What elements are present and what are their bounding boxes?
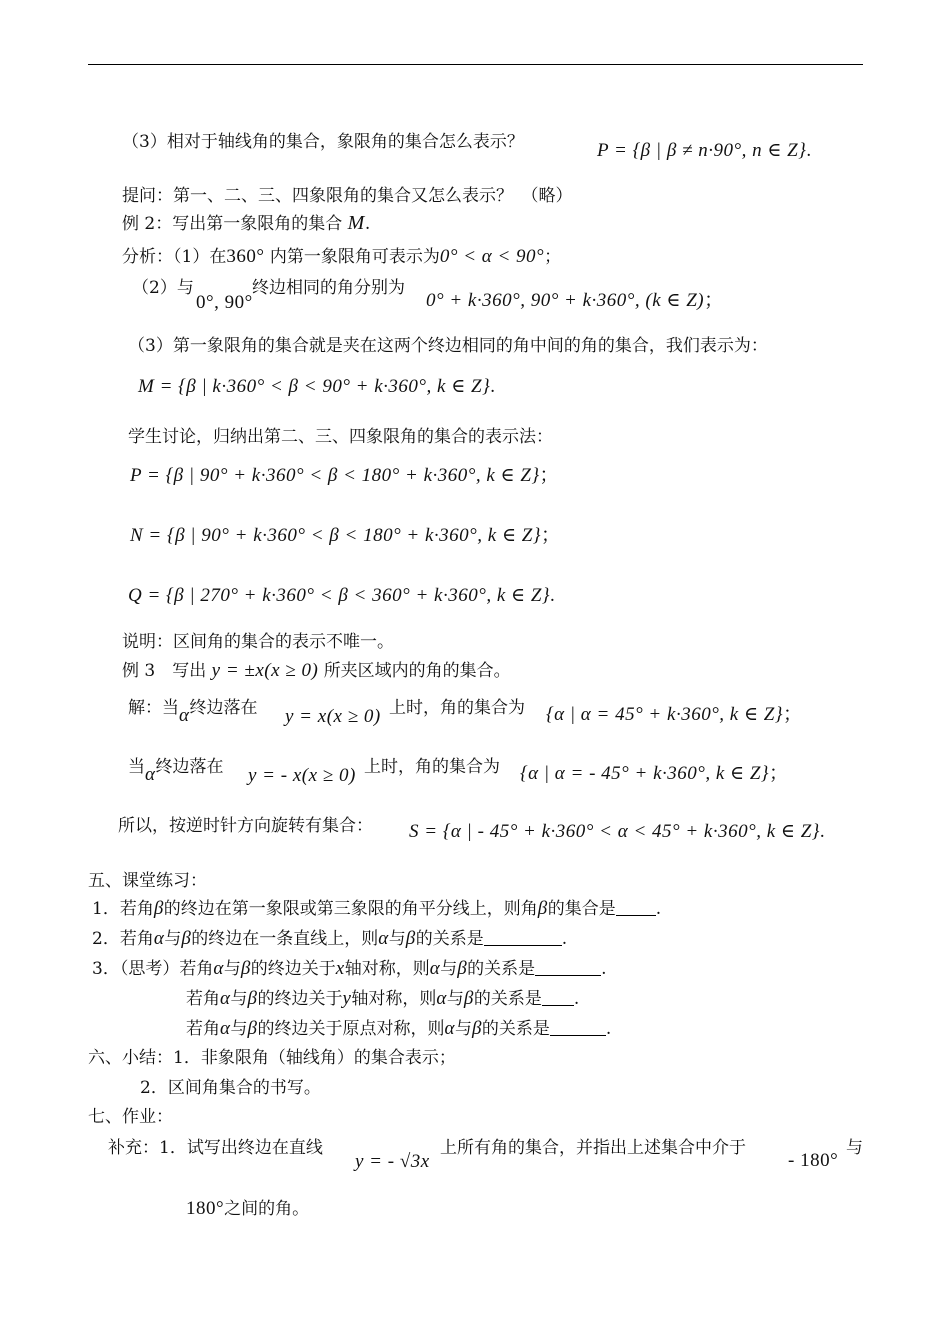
alpha-symbol: α (436, 988, 447, 1009)
question-3-text: （3）相对于轴线角的集合，象限角的集合怎么表示？ (122, 132, 524, 152)
solution-2-c (364, 756, 500, 778)
analysis-1-text-b: 内第一象限角可表示为 (269, 247, 440, 267)
note-text: 说明：区间角的集合的表示不唯一。 (122, 632, 394, 652)
line-y-neg-x (248, 765, 356, 787)
homework-1-text: 补充：1．试写出终边在直线 (108, 1138, 323, 1158)
solution-1-c (389, 697, 525, 719)
solution-2-text-b: 终边落在 (155, 757, 224, 777)
analysis-2-mid (252, 277, 405, 299)
formula-coterminal (426, 290, 724, 312)
question-3 (122, 131, 524, 153)
formula-M-text: M = {β | k·360° < β < 90° + k·360°, k ∈ Z} (138, 376, 491, 397)
practice-3 (92, 958, 607, 980)
formula-Q (128, 585, 555, 607)
x-axis-symbol: x (335, 958, 345, 979)
angles-0-90-text: 0°, 90° (196, 292, 253, 313)
question-ask-text: 提问：第一、二、三、四象限角的集合又怎么表示？ （略） (122, 186, 573, 206)
set-alpha-45-text: {α | α = 45° + k·360°, k ∈ Z} (546, 704, 783, 725)
punct: . (819, 821, 826, 842)
line-y-neg-x-text: y = - x(x ≥ 0) (248, 765, 356, 786)
analysis-3-text: （3）第一象限角的集合就是夹在这两个终边相同的角中间的角的集合，我们表示为： (128, 336, 768, 356)
punct: . (490, 376, 496, 397)
line-y-neg-sqrt3x-text: y = - √3x (355, 1151, 430, 1172)
alpha-symbol: α (378, 928, 389, 949)
solution-1-text: 解：当 (128, 698, 179, 718)
practice-3b-text-c: 的终边关于 (257, 989, 343, 1009)
section-5-heading (88, 870, 207, 892)
practice-3c-text-b: 与 (230, 1019, 248, 1039)
answer-blank[interactable] (550, 1019, 606, 1036)
homework-1-text-c: 与 (846, 1138, 863, 1158)
alpha-symbol: α (444, 1018, 455, 1039)
alpha-symbol: α (429, 958, 441, 979)
angle-180: 180° (186, 1198, 225, 1219)
formula-P-text: P = {β | 90° + k·360° < β < 180° + k·360°, k ∈ Z} (130, 465, 540, 486)
practice-2-text: 2．若角 (92, 929, 154, 949)
practice-2-text-c: 的终边在一条直线上，则 (191, 929, 379, 949)
formula-Q-text: Q = {β | 270° + k·360° < β < 360° + k·360°, k ∈ Z} (128, 585, 550, 606)
alpha-symbol: α (220, 1018, 231, 1039)
example-3 (122, 660, 511, 682)
set-S (409, 821, 825, 843)
punct: ； (539, 465, 560, 486)
practice-3c-text: 若角 (186, 1019, 220, 1039)
formula-y-pm-x: y = ±x(x ≥ 0) (211, 660, 319, 681)
practice-3b-text-e: 与 (446, 989, 464, 1009)
example-3-text-b: 所夹区域内的角的集合。 (323, 661, 511, 681)
practice-3-text-b: 与 (223, 959, 241, 979)
line-y-x (285, 706, 381, 728)
set-S-text: S = {α | - 45° + k·360° < α < 45° + k·360°, k ∈ Z} (409, 821, 820, 842)
solution-2 (128, 756, 224, 785)
homework-1-line-2 (186, 1198, 309, 1220)
punct: ； (782, 704, 803, 725)
analysis-3 (128, 335, 768, 357)
beta-symbol: β (463, 988, 474, 1009)
analysis-1-text: 分析：（1）在 (122, 247, 227, 267)
practice-2-text-e: 的关系是 (415, 929, 484, 949)
section-6-item-2 (140, 1077, 321, 1099)
practice-2 (92, 928, 567, 950)
question-ask (122, 185, 573, 207)
beta-symbol: β (537, 898, 548, 919)
solution-3-text: 所以，按逆时针方向旋转有集合： (118, 816, 373, 836)
set-alpha-neg45 (520, 763, 789, 785)
alpha-symbol: α (153, 928, 165, 949)
punct: ； (769, 763, 789, 784)
practice-3b-text-d: 轴对称，则 (351, 989, 437, 1009)
punct: ； (544, 247, 562, 267)
inequality-first-quadrant: 0° < α < 90° (439, 246, 545, 267)
practice-3b-text: 若角 (186, 989, 220, 1009)
practice-3-text-e: 与 (440, 959, 458, 979)
angle-neg-180 (788, 1150, 838, 1172)
header-rule (88, 64, 863, 65)
homework-1-text-b: 上所有角的集合，并指出上述集合中介于 (440, 1138, 746, 1158)
set-M-symbol: M (347, 212, 365, 234)
answer-blank[interactable] (484, 929, 562, 946)
homework-1-b (440, 1137, 746, 1159)
solution-1-text-b: 终边落在 (189, 698, 258, 718)
punct: . (550, 585, 556, 606)
solution-3 (118, 815, 373, 837)
solution-1 (128, 697, 258, 726)
homework-1-c (846, 1137, 863, 1159)
practice-3-text-d: 轴对称，则 (344, 959, 430, 979)
practice-1-text-c: 的集合是 (547, 899, 616, 919)
formula-coterminal-text: 0° + k·360°, 90° + k·360°, (k ∈ Z) (426, 290, 705, 311)
analysis-2-text: （2）与 (132, 278, 194, 298)
solution-2-text: 当 (128, 757, 145, 777)
practice-3c-text-c: 的终边关于原点对称，则 (257, 1019, 445, 1039)
set-alpha-45 (546, 704, 802, 726)
angle-360: 360° (226, 246, 265, 267)
alpha-symbol: α (213, 958, 224, 979)
alpha-symbol: α (220, 988, 231, 1009)
example-2-text: 例 2：写出第一象限角的集合 (122, 214, 343, 234)
practice-3b-text-f: 的关系是 (473, 989, 542, 1009)
alpha-symbol: α (179, 705, 190, 726)
solution-2-text-c: 上时，角的集合为 (364, 757, 500, 777)
section-5-text: 五、课堂练习： (88, 871, 207, 891)
practice-3-text-c: 的终边关于 (250, 959, 336, 979)
punct: . (655, 899, 662, 919)
section-7-text: 七、作业： (88, 1107, 173, 1127)
practice-3c (186, 1018, 611, 1040)
practice-1-text: 1．若角 (92, 899, 154, 919)
punct: . (561, 929, 568, 949)
section-6-text: 六、小结：1．非象限角（轴线角）的集合表示； (88, 1048, 456, 1068)
beta-symbol: β (471, 1018, 482, 1039)
example-3-text: 例 3 写出 (122, 661, 207, 681)
formula-P (130, 465, 559, 487)
punct: ； (704, 290, 724, 311)
analysis-2-text-b: 终边相同的角分别为 (252, 278, 405, 298)
practice-2-text-d: 与 (388, 929, 406, 949)
section-7-heading (88, 1106, 173, 1128)
punct: . (573, 989, 580, 1009)
formula-P-axis-text: P = {β | β ≠ n·90°, n ∈ Z} (597, 140, 807, 161)
formula-N-text: N = {β | 90° + k·360° < β < 180° + k·360°, k ∈ Z} (130, 525, 541, 546)
formula-N (130, 525, 560, 547)
y-axis-symbol: y (342, 988, 352, 1009)
discussion (128, 426, 553, 448)
punct: . (605, 1019, 612, 1039)
set-alpha-neg45-text: {α | α = - 45° + k·360°, k ∈ Z} (520, 763, 770, 784)
practice-3-text: 3．（思考）若角 (92, 959, 214, 979)
line-y-neg-sqrt3x (355, 1151, 430, 1173)
practice-3-text-f: 的关系是 (467, 959, 536, 979)
beta-symbol: β (247, 988, 258, 1009)
analysis-2-label (132, 277, 194, 299)
practice-1 (92, 898, 661, 920)
practice-3b-text-b: 与 (230, 989, 248, 1009)
example-2 (122, 212, 370, 235)
alpha-symbol: α (145, 764, 156, 785)
answer-blank[interactable] (616, 899, 656, 916)
answer-blank[interactable] (535, 959, 601, 976)
punct: ； (540, 525, 561, 546)
beta-symbol: β (457, 958, 468, 979)
solution-1-text-c: 上时，角的集合为 (389, 698, 525, 718)
section-6-heading (88, 1047, 456, 1069)
beta-symbol: β (181, 928, 192, 949)
practice-3c-text-e: 的关系是 (481, 1019, 550, 1039)
practice-3c-text-d: 与 (454, 1019, 472, 1039)
punct: . (806, 140, 812, 161)
homework-1 (108, 1137, 323, 1159)
punct: . (601, 959, 607, 979)
homework-1-line-2-text: 之间的角。 (224, 1199, 310, 1219)
beta-symbol: β (247, 1018, 258, 1039)
angle-neg-180-text: - 180° (788, 1150, 839, 1171)
answer-blank[interactable] (542, 989, 574, 1006)
beta-symbol: β (153, 898, 164, 919)
beta-symbol: β (240, 958, 251, 979)
discussion-text: 学生讨论，归纳出第二、三、四象限角的集合的表示法： (128, 427, 553, 447)
analysis-1 (122, 246, 561, 268)
section-6-item-2-text: 2．区间角集合的书写。 (140, 1078, 321, 1098)
practice-2-text-b: 与 (164, 929, 182, 949)
practice-3b (186, 988, 579, 1010)
punct: . (364, 214, 371, 234)
angles-0-90 (196, 292, 253, 314)
formula-P-axis (597, 140, 812, 162)
beta-symbol: β (405, 928, 416, 949)
note (122, 631, 394, 653)
practice-1-text-b: 的终边在第一象限或第三象限的角平分线上，则角 (163, 899, 538, 919)
line-y-x-text: y = x(x ≥ 0) (285, 706, 381, 727)
formula-M (138, 376, 495, 398)
